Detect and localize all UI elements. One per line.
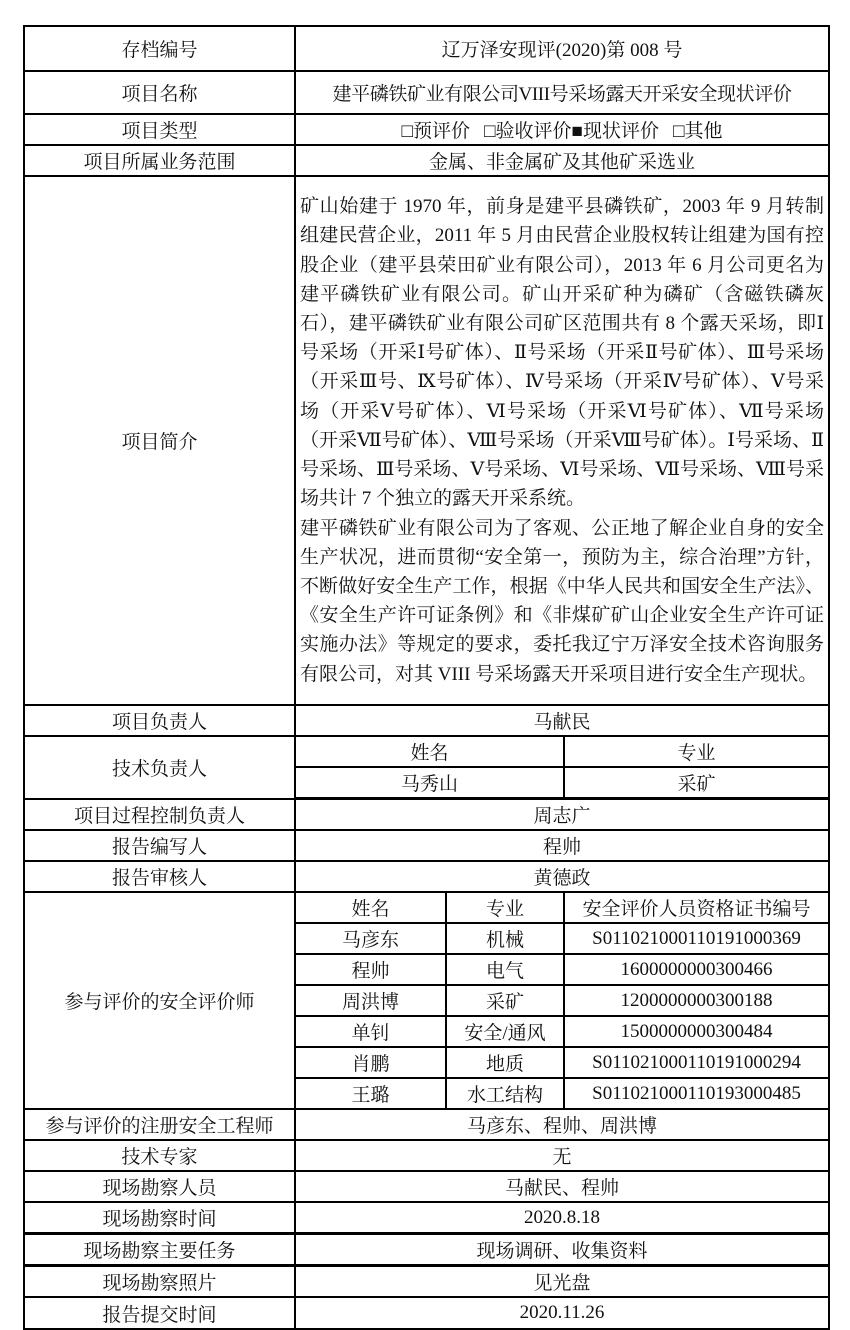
evaluator-cert-number: 1500000000300484 <box>564 1016 829 1047</box>
evaluator-major: 水工结构 <box>446 1078 564 1109</box>
report-submit-date-label: 报告提交时间 <box>24 1297 295 1329</box>
option-label: 预评价 <box>412 121 470 142</box>
evaluator-name: 周洪博 <box>295 985 446 1016</box>
evaluator-cert-number: S011021000110191000294 <box>564 1047 829 1078</box>
tech-experts-label: 技术专家 <box>24 1140 295 1171</box>
tech-leader-name-header: 姓名 <box>295 736 564 767</box>
project-intro-text <box>295 176 829 705</box>
table-row <box>24 1234 829 1266</box>
evaluator-major: 地质 <box>446 1047 564 1078</box>
checkbox-checked-icon: ■ <box>571 121 583 142</box>
site-survey-tasks-label: 现场勘察主要任务 <box>24 1234 295 1266</box>
intro-paragraph-1: 矿山始建于 1970 年，前身是建平县磷铁矿，2003 年 9 月转制组建民营企业，2011 年 5 月由民营企业股权转让组建为国有控股企业（建平县荣田矿业有限公司），2013 年 6 月公司更名为建平磷铁矿业有限公司。矿山开采矿种为磷矿（含磁铁磷灰石），建平磷铁矿业有限公司矿区范围共有 8 个露天采场，即Ⅰ号采场（开采Ⅰ号矿体）、Ⅱ号采场（开采Ⅱ号矿体）、Ⅲ号采场（开采Ⅲ号、Ⅸ号矿体）、Ⅳ号采场（开采Ⅳ号矿体）、Ⅴ号采场（开采Ⅴ号矿体）、Ⅵ号采场（开采Ⅵ号矿体）、Ⅶ号采场（开采Ⅶ号矿体）、Ⅷ号采场（开采Ⅷ号矿体）。Ⅰ号采场、Ⅱ号采场、Ⅲ号采场、Ⅴ号采场、Ⅵ号采场、Ⅶ号采场、Ⅷ号采场共计 7 个独立的露天开采系统。 <box>300 196 825 510</box>
table-row <box>24 861 829 892</box>
site-survey-date-value: 2020.8.18 <box>295 1202 829 1234</box>
table-row <box>24 26 829 71</box>
option-pre-evaluation <box>402 116 471 143</box>
report-reviewer-value: 黄德政 <box>295 861 829 892</box>
project-type-label: 项目类型 <box>24 114 295 145</box>
table-row <box>24 1171 829 1202</box>
evaluators-label: 参与评价的安全评价师 <box>24 892 295 1109</box>
table-row <box>24 892 829 923</box>
table-row <box>24 145 829 176</box>
registered-engineers-label: 参与评价的注册安全工程师 <box>24 1109 295 1140</box>
report-submit-date-value: 2020.11.26 <box>295 1297 829 1329</box>
tech-leader-major: 采矿 <box>564 767 829 799</box>
option-label: 其他 <box>684 121 723 142</box>
report-reviewer-label: 报告审核人 <box>24 861 295 892</box>
table-row <box>24 176 829 705</box>
evaluator-name: 马彦东 <box>295 923 446 954</box>
option-label: 验收评价 <box>495 121 572 142</box>
evaluator-name: 王璐 <box>295 1078 446 1109</box>
evaluator-name: 程帅 <box>295 954 446 985</box>
table-row <box>24 1202 829 1234</box>
option-status-evaluation <box>572 116 660 143</box>
table-row <box>24 736 829 767</box>
option-label: 现状评价 <box>582 121 659 142</box>
report-writer-value: 程帅 <box>295 830 829 861</box>
table-row <box>24 799 829 831</box>
site-survey-staff-value: 马献民、程帅 <box>295 1171 829 1202</box>
evaluator-cert-number: 1600000000300466 <box>564 954 829 985</box>
business-scope-value: 金属、非金属矿及其他矿采选业 <box>295 145 829 176</box>
option-other <box>673 116 723 143</box>
table-row <box>24 114 829 145</box>
project-leader-label: 项目负责人 <box>24 705 295 736</box>
evaluator-major: 采矿 <box>446 985 564 1016</box>
checkbox-unchecked-icon: □ <box>484 121 496 142</box>
intro-paragraph-2: 建平磷铁矿业有限公司为了客观、公正地了解企业自身的安全生产状况，进而贯彻“安全第一，预防为主，综合治理”方针，不断做好安全生产工作，根据《中华人民共和国安全生产法》、《安全生产许可证条例》和《非煤矿矿山企业安全生产许可证实施办法》等规定的要求，委托我辽宁万泽安全技术咨询服务有限公司，对其 VIII 号采场露天开采项目进行安全生产现状。 <box>300 517 825 685</box>
tech-experts-value: 无 <box>295 1140 829 1171</box>
site-survey-tasks-value: 现场调研、收集资料 <box>295 1234 829 1266</box>
evaluators-col-major: 专业 <box>446 892 564 923</box>
evaluator-name: 肖鹏 <box>295 1047 446 1078</box>
evaluator-major: 机械 <box>446 923 564 954</box>
registered-engineers-value: 马彦东、程帅、周洪博 <box>295 1109 829 1140</box>
project-name-label: 项目名称 <box>24 71 295 114</box>
project-info-table <box>23 25 830 1330</box>
report-writer-label: 报告编写人 <box>24 830 295 861</box>
project-leader-value: 马献民 <box>295 705 829 736</box>
evaluator-name: 单钊 <box>295 1016 446 1047</box>
table-row <box>24 71 829 114</box>
table-row <box>24 1297 829 1329</box>
table-row <box>24 1266 829 1298</box>
tech-leader-major-header: 专业 <box>564 736 829 767</box>
process-controller-value: 周志广 <box>295 799 829 831</box>
process-controller-label: 项目过程控制负责人 <box>24 799 295 831</box>
archive-number-label: 存档编号 <box>24 26 295 71</box>
evaluators-col-cert: 安全评价人员资格证书编号 <box>564 892 829 923</box>
evaluator-major: 安全/通风 <box>446 1016 564 1047</box>
archive-number-value: 辽万泽安现评(2020)第 008 号 <box>295 26 829 71</box>
table-row <box>24 705 829 736</box>
tech-leader-label: 技术负责人 <box>24 736 295 799</box>
checkbox-unchecked-icon: □ <box>401 121 413 142</box>
evaluator-cert-number: S011021000110191000369 <box>564 923 829 954</box>
table-row <box>24 1140 829 1171</box>
project-name-value: 建平磷铁矿业有限公司VIII号采场露天开采安全现状评价 <box>295 71 829 114</box>
table-row <box>24 830 829 861</box>
evaluator-cert-number: 1200000000300188 <box>564 985 829 1016</box>
site-survey-photos-label: 现场勘察照片 <box>24 1266 295 1298</box>
tech-leader-name: 马秀山 <box>295 767 564 799</box>
site-survey-date-label: 现场勘察时间 <box>24 1202 295 1234</box>
site-survey-photos-value: 见光盘 <box>295 1266 829 1298</box>
business-scope-label: 项目所属业务范围 <box>24 145 295 176</box>
checkbox-unchecked-icon: □ <box>673 121 685 142</box>
evaluator-cert-number: S011021000110193000485 <box>564 1078 829 1109</box>
table-row <box>24 1109 829 1140</box>
evaluators-col-name: 姓名 <box>295 892 446 923</box>
site-survey-staff-label: 现场勘察人员 <box>24 1171 295 1202</box>
project-type-value <box>295 114 829 145</box>
evaluator-major: 电气 <box>446 954 564 985</box>
project-intro-label: 项目简介 <box>24 176 295 705</box>
option-acceptance-evaluation <box>484 116 572 143</box>
